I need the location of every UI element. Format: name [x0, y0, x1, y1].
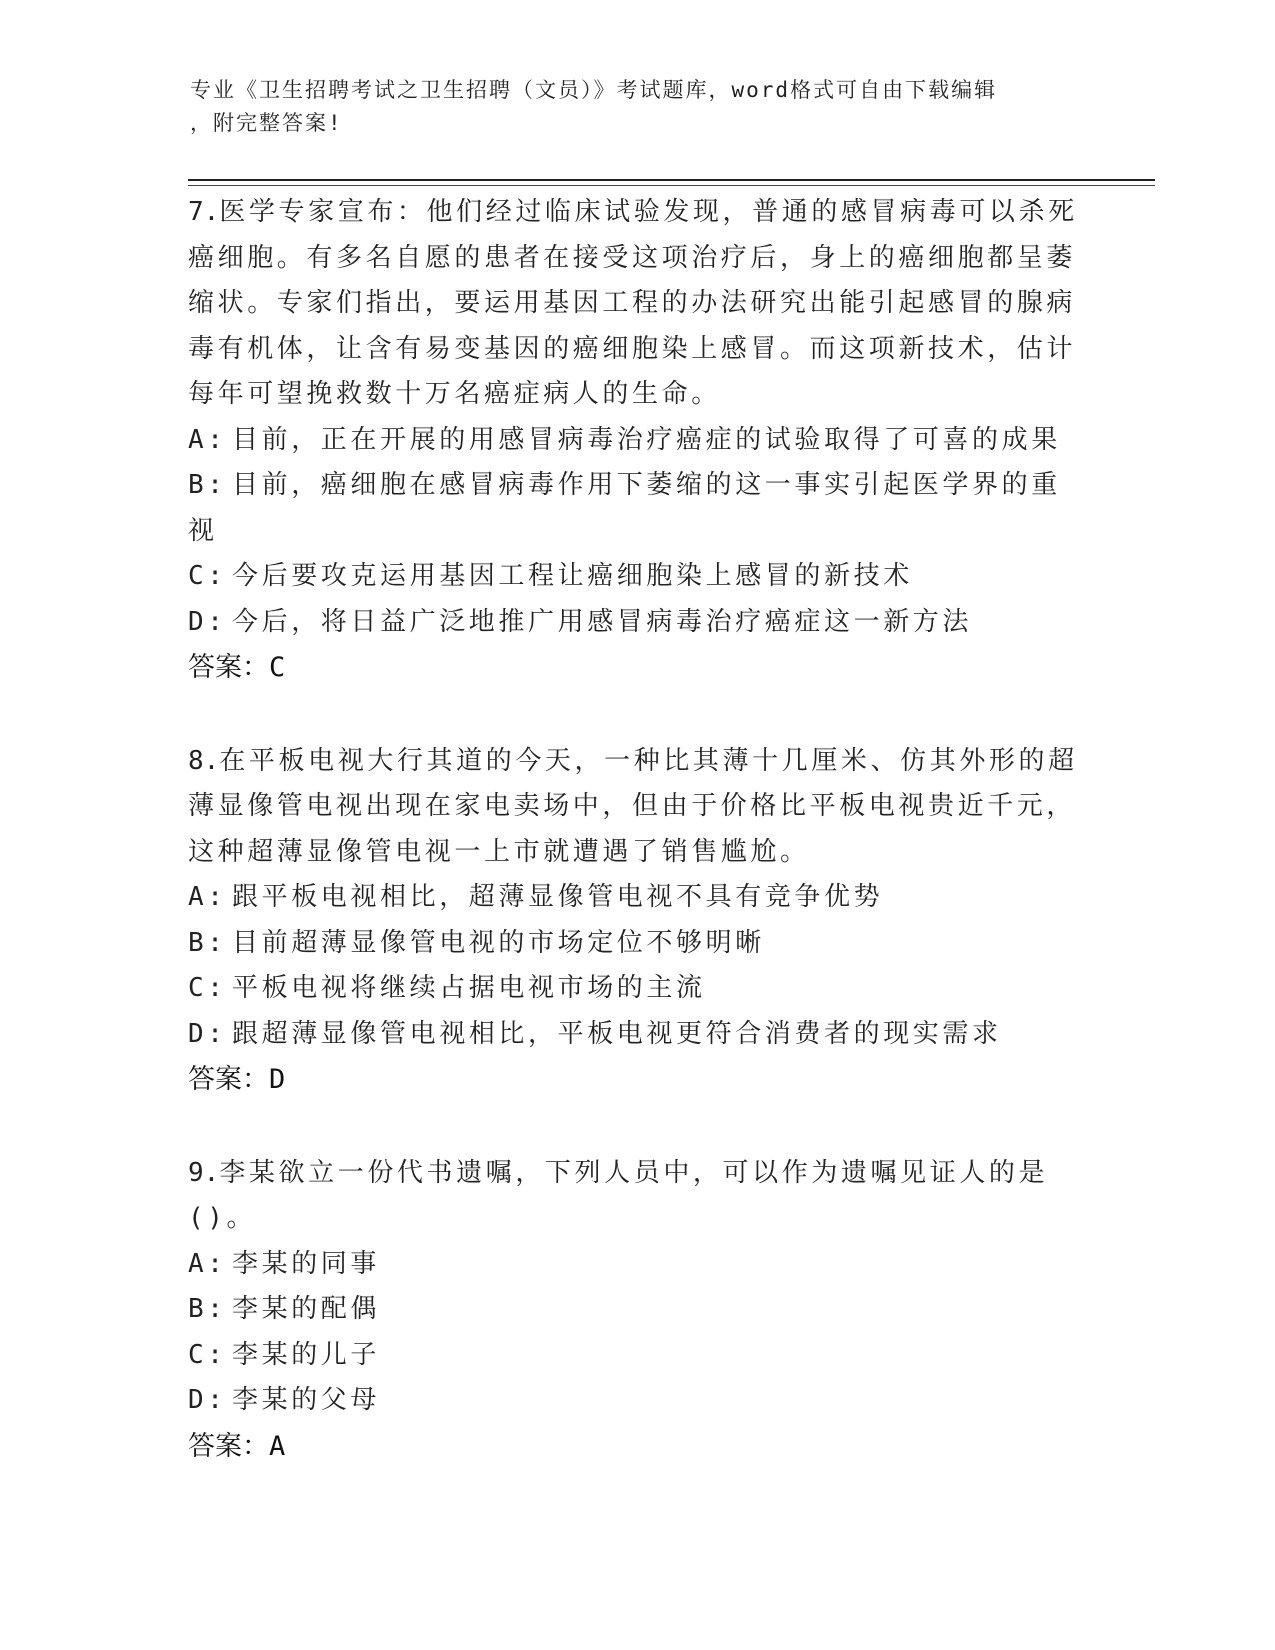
- question-list: [188, 190, 1088, 1517]
- question-number: 7.: [188, 197, 220, 227]
- answer-line: [188, 1057, 1088, 1103]
- option-b: [188, 463, 1088, 554]
- option-key: A:: [188, 882, 227, 912]
- option-a: [188, 418, 1088, 464]
- option-text: 目前，癌细胞在感冒病毒作用下萎缩的这一事实引起医学界的重视: [188, 470, 1061, 546]
- option-text: 李某的同事: [232, 1248, 381, 1279]
- option-text: 目前，正在开展的用感冒病毒治疗癌症的试验取得了可喜的成果: [232, 424, 1061, 455]
- option-c: [188, 1333, 1088, 1379]
- question-8: [188, 739, 1088, 1103]
- answer-line: [188, 645, 1088, 691]
- option-d: [188, 1378, 1088, 1424]
- option-text: 今后，将日益广泛地推广用感冒病毒治疗癌症这一新方法: [232, 606, 973, 637]
- option-key: D:: [188, 606, 227, 637]
- option-text: 李某的儿子: [232, 1339, 381, 1370]
- option-text: 今后要攻克运用基因工程让癌细胞染上感冒的新技术: [232, 561, 913, 591]
- option-key: D:: [188, 1385, 227, 1415]
- option-d: [188, 1012, 1088, 1058]
- option-a: [188, 875, 1088, 921]
- option-c: [188, 554, 1088, 600]
- option-text: 李某的配偶: [232, 1294, 381, 1324]
- answer-label: 答案：: [188, 652, 269, 683]
- option-key: C:: [188, 561, 227, 591]
- question-number: 8.: [188, 745, 220, 776]
- document-header: [190, 74, 1080, 140]
- answer-value: A: [269, 1430, 286, 1462]
- option-key: B:: [188, 470, 227, 500]
- question-text: 在平板电视大行其道的今天，一种比其薄十几厘米、仿其外形的超薄显像管电视出现在家电卖场中，但由于价格比平板电视贵近千元，这种超薄显像管电视一上市就遭遇了销售尴尬。: [188, 745, 1078, 867]
- option-d: [188, 600, 1088, 646]
- option-key: C:: [188, 973, 227, 1003]
- header-line-1: 专业《卫生招聘考试之卫生招聘（文员）》考试题库，word格式可自由下载编辑: [190, 78, 998, 102]
- header-line-2: ，附完整答案!: [190, 111, 343, 135]
- option-text: 目前超薄显像管电视的市场定位不够明晰: [232, 927, 765, 958]
- answer-label: 答案：: [188, 1430, 269, 1462]
- option-key: A:: [188, 424, 227, 455]
- question-text: 李某欲立一份代书遗嘱，下列人员中，可以作为遗嘱见证人的是()。: [188, 1157, 1049, 1233]
- header-divider-thick: [188, 179, 1155, 181]
- question-stem: [188, 739, 1088, 876]
- option-key: C:: [188, 1339, 227, 1370]
- option-text: 跟超薄显像管电视相比，平板电视更符合消费者的现实需求: [232, 1018, 1002, 1049]
- option-c: [188, 966, 1088, 1012]
- option-key: B:: [188, 927, 227, 958]
- answer-value: D: [269, 1064, 286, 1095]
- answer-line: [188, 1424, 1088, 1470]
- option-text: 跟平板电视相比，超薄显像管电视不具有竞争优势: [232, 882, 884, 912]
- question-number: 9.: [188, 1157, 220, 1188]
- option-text: 李某的父母: [232, 1385, 381, 1415]
- header-divider-thin: [188, 185, 1155, 186]
- option-key: D:: [188, 1018, 227, 1049]
- answer-label: 答案：: [188, 1064, 269, 1095]
- question-9: [188, 1151, 1088, 1470]
- option-text: 平板电视将继续占据电视市场的主流: [232, 973, 706, 1003]
- option-a: [188, 1242, 1088, 1288]
- question-stem: [188, 190, 1088, 418]
- option-b: [188, 921, 1088, 967]
- answer-value: C: [269, 652, 286, 683]
- question-text: 医学专家宣布：他们经过临床试验发现，普通的感冒病毒可以杀死癌细胞。有多名自愿的患者在接受这项治疗后，身上的癌细胞都呈萎缩状。专家们指出，要运用基因工程的办法研究出能引起感冒的腺病毒有机体，让含有易变基因的癌细胞染上感冒。而这项新技术，估计每年可望挽救数十万名癌症病人的生命。: [188, 197, 1078, 409]
- option-key: B:: [188, 1294, 227, 1324]
- option-key: A:: [188, 1248, 227, 1279]
- option-b: [188, 1287, 1088, 1333]
- question-7: [188, 190, 1088, 691]
- question-stem: [188, 1151, 1088, 1242]
